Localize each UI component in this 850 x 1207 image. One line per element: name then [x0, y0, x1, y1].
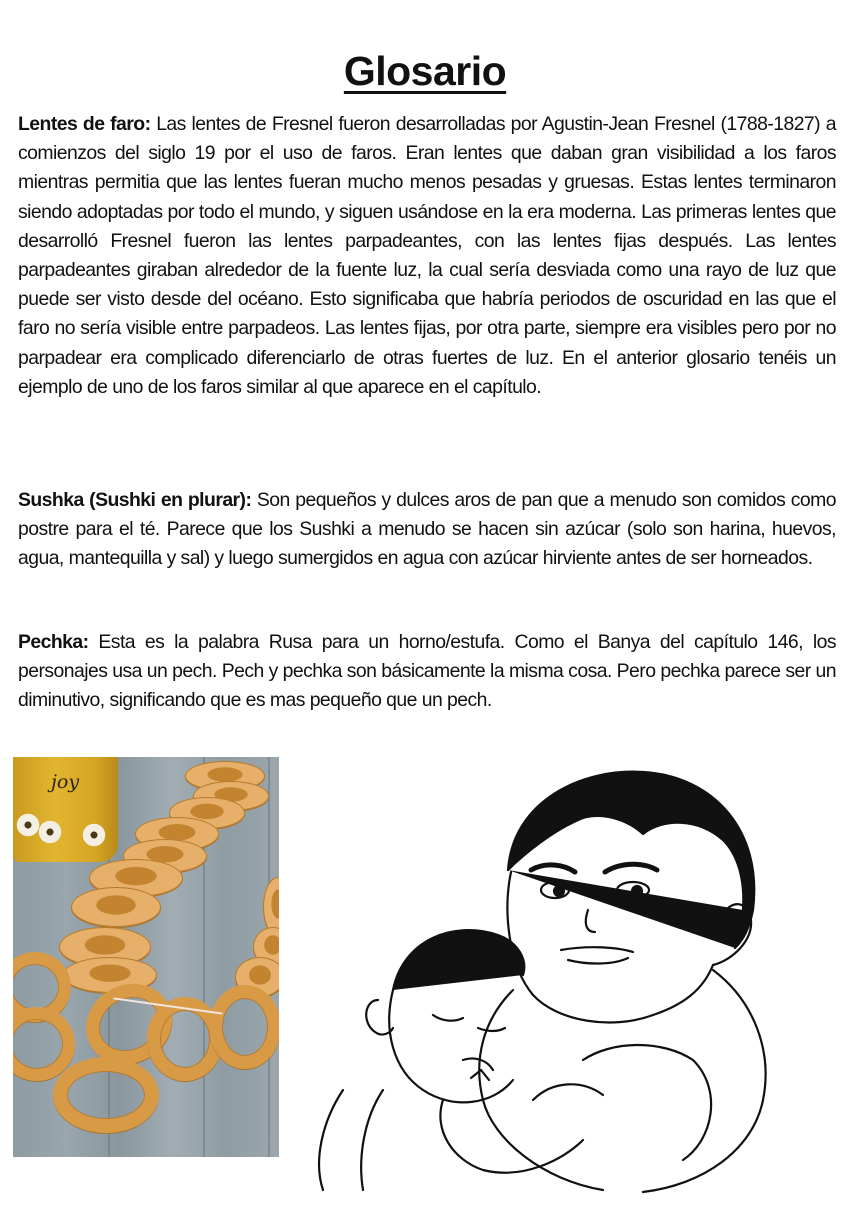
glossary-definition: Son pequeños y dulces aros de pan que a menudo son comidos como postre para el té. Parece que los Sushki a menudo se hacen sin azúcar (solo son harina, huevos, agua, mantequilla y sal) y luego sumergidos en agua con azúcar hirviente antes de ser horneados.: [18, 489, 836, 570]
flower-decoration: [81, 822, 107, 848]
page-title: Glosario: [343, 48, 507, 94]
glossary-entry-sushka: [18, 486, 836, 574]
sushka-ring: [71, 887, 161, 927]
glossary-term: Pechka:: [18, 631, 89, 653]
sushka-ring: [53, 1057, 159, 1133]
sushki-photo: [13, 757, 279, 1157]
manga-illustration: [283, 760, 843, 1200]
joy-mug: [13, 757, 118, 862]
glossary-entry-pechka: [18, 628, 836, 716]
sushka-ring: [209, 985, 279, 1069]
flower-decoration: [37, 819, 63, 845]
glossary-entry-lentes-de-faro: [18, 110, 836, 402]
glossary-term: Lentes de faro:: [18, 113, 151, 135]
page-title-wrap: [0, 48, 850, 95]
glossary-definition: Las lentes de Fresnel fueron desarrolladas por Agustin-Jean Fresnel (1788-1827) a comienzos del siglo 19 por el uso de faros. Eran lentes que daban gran visibilidad a los faros mientras permitia que las lentes fueran mucho menos pesadas y gruesas. Estas lentes terminaron siendo adoptadas por todo el mundo, y siguen usándose en la era moderna. Las primeras lentes que desarrolló Fresnel fueron las lentes parpadeantes, con las lentes fijas después. Las lentes parpadeantes giraban alrededor de la fuente luz, la cual sería desviada como una rayo de luz que puede ser visto desde del océano. Esto significaba que habría periodos de oscuridad en las que el faro no sería visible entre parpadeos. Las lentes fijas, por otra parte, siempre era visibles pero por no parpadear era complicado diferenciarlo de otras fuertes de luz. En el anterior glosario tenéis un ejemplo de uno de los faros similar al que aparece en el capítulo.: [18, 113, 837, 398]
mug-text: joy: [51, 771, 80, 793]
glossary-definition: Esta es la palabra Rusa para un horno/estufa. Como el Banya del capítulo 146, los personajes usa un pech. Pech y pechka son básicamente la misma cosa. Pero pechka parece ser un diminutivo, significando que es mas pequeño que un pech.: [18, 631, 836, 712]
glossary-term: Sushka (Sushki en plurar):: [18, 489, 252, 511]
